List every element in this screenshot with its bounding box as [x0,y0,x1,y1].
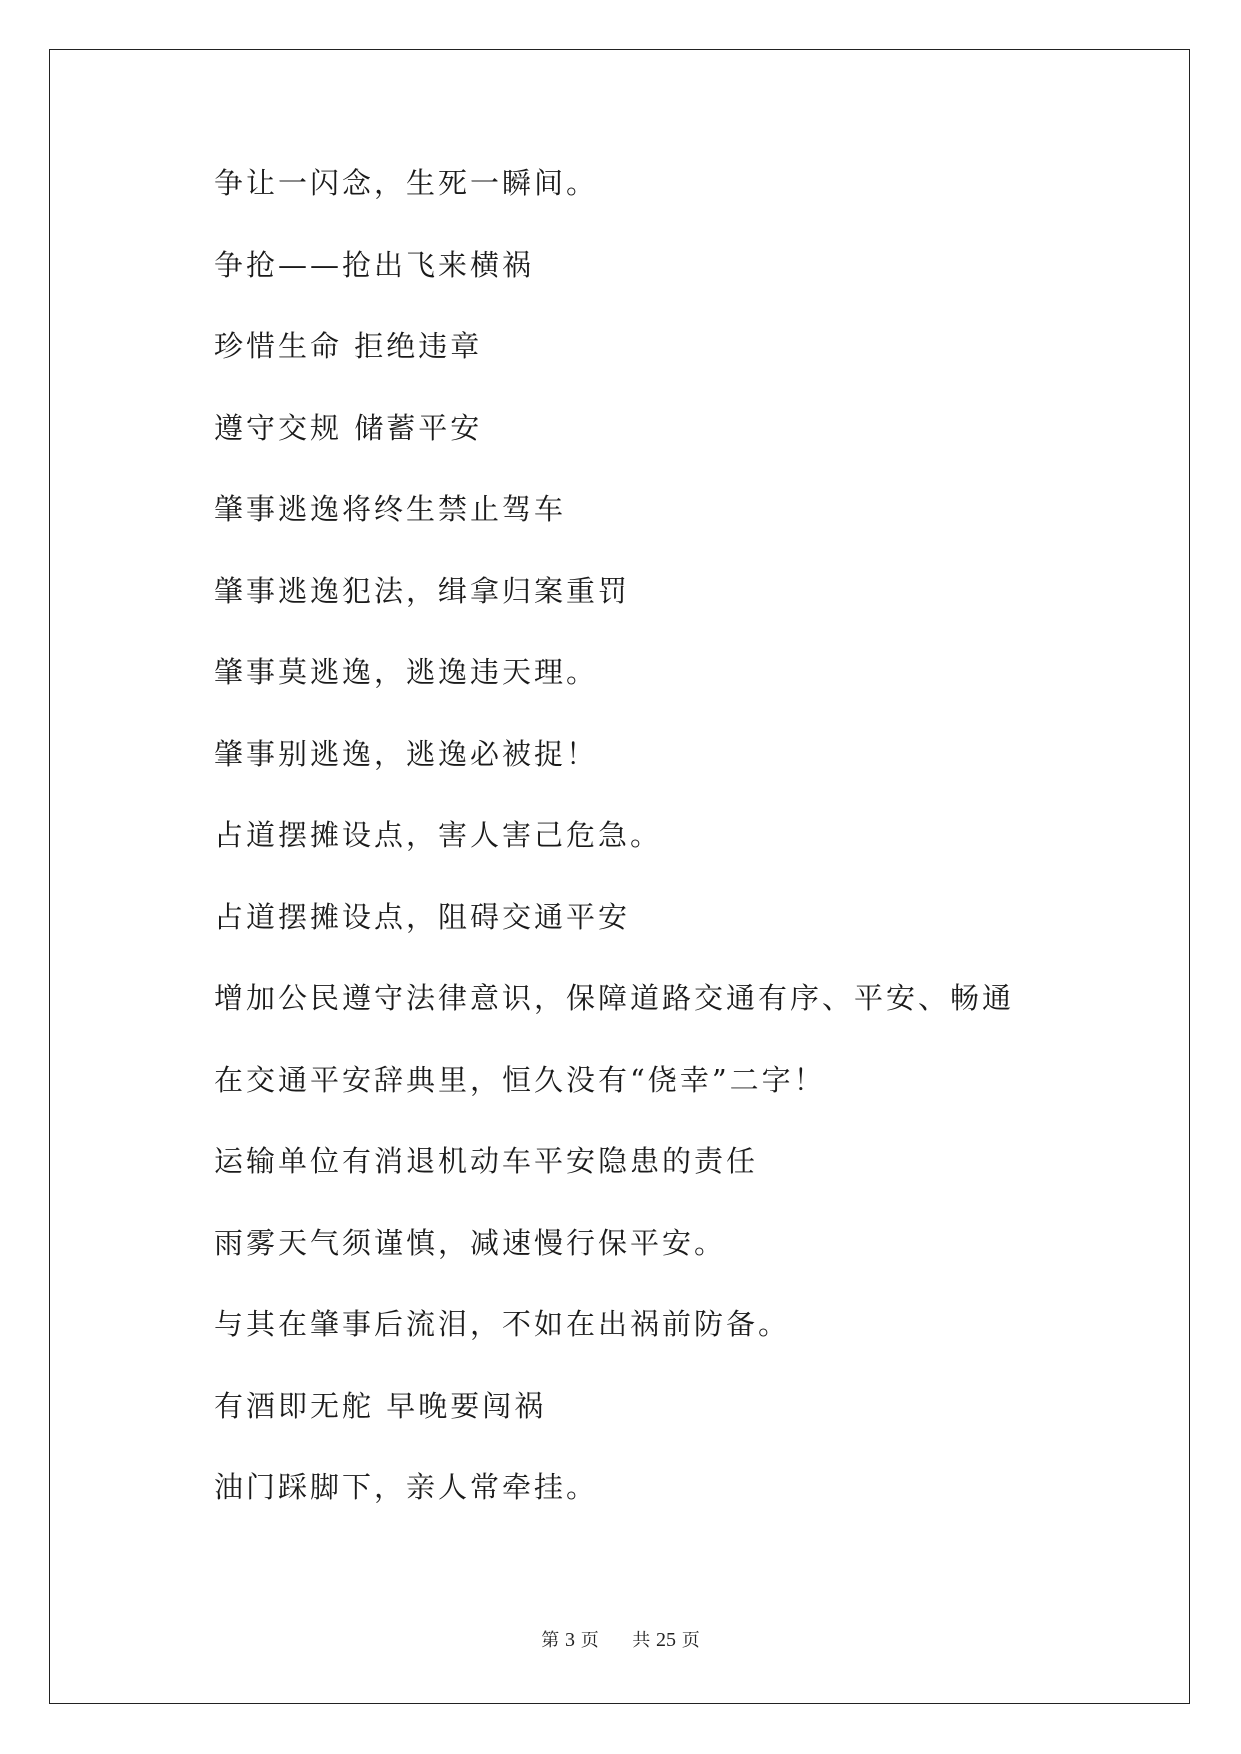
text-line: 占道摆摊设点，阻碍交通平安 [214,899,631,934]
text-line: 增加公民遵守法律意识，保障道路交通有序、平安、畅通 [214,981,1015,1015]
footer-total-prefix: 共 [632,1630,651,1651]
text-line: 在交通平安辞典里，恒久没有“侥幸”二字！ [214,1062,826,1097]
text-line: 争抢——抢出飞来横祸 [214,247,535,282]
text-line: 占道摆摊设点，害人害己危急。 [214,818,663,852]
document-body [214,168,1134,1554]
text-line: 运输单位有消退机动车平安隐患的责任 [214,1144,759,1178]
page-footer [0,1628,1241,1653]
text-line: 与其在肇事后流泪，不如在出祸前防备。 [214,1307,791,1341]
text-line: 遵守交规 储蓄平安 [214,410,483,445]
total-pages-number: 25 [655,1629,676,1651]
footer-prefix: 第 [541,1630,560,1651]
text-line: 肇事莫逃逸，逃逸违天理。 [214,655,599,689]
text-line: 珍惜生命 拒绝违章 [214,329,483,363]
text-line: 争让一闪念，生死一瞬间。 [214,166,599,200]
text-line: 油门踩脚下，亲人常牵挂。 [214,1470,599,1504]
current-page-number: 3 [565,1629,576,1651]
text-line: 肇事逃逸将终生禁止驾车 [214,492,567,526]
footer-page-word: 页 [580,1630,599,1651]
text-line: 雨雾天气须谨慎，减速慢行保平安。 [214,1225,727,1260]
text-line: 肇事别逃逸，逃逸必被捉！ [214,736,599,771]
text-line: 肇事逃逸犯法，缉拿归案重罚 [214,573,631,608]
text-line: 有酒即无舵 早晚要闯祸 [214,1388,547,1423]
footer-total-suffix: 页 [681,1630,700,1651]
